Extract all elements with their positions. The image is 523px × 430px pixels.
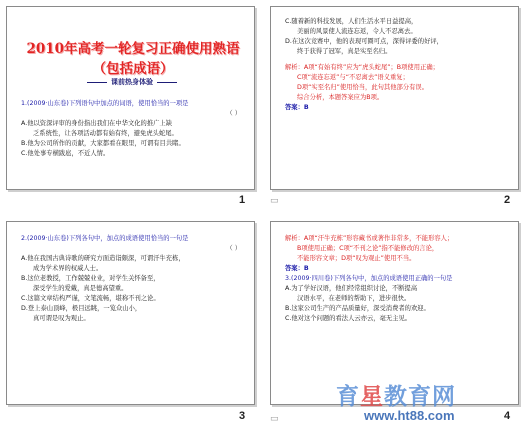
option-line: 深受学生的爱戴，真是德高望重。 [33,285,128,292]
answer-line: 答案：B [285,265,309,272]
slide-number: 3 [239,410,246,422]
speaker-notes-icon[interactable]: ▭ [270,414,279,424]
question-line: 1.(2009·山东卷)下列语句中加点的词语，使用恰当的一项是 [21,100,189,107]
slide-thumbnail-2[interactable] [270,6,519,190]
option-line: 美丽的风景使人流连忘返，令人不忍离去。 [297,28,417,35]
watermark-url: www.ht88.com [364,408,455,423]
question-line: 3.(2009·四川卷)下列各句中，加点的成语使用正确的一句是 [285,275,453,282]
section-header: 课前热身体验 [57,77,207,87]
analysis-line: 综合分析，本题答案应为B项。 [297,94,384,101]
slide-number: 1 [239,194,246,206]
slide-thumbnail-3[interactable] [6,221,255,405]
option-line: 汉语水平，在老师的帮助下，进步很快。 [297,295,411,302]
option-line: D.登上泰山顶峰，极目远眺，一览众山小， [21,305,142,312]
option-line: A.他以资深评审的身份指出我们在中华文化的推广上缺 [21,120,173,127]
analysis-line: D项“实至名归”使用恰当，此句其他部分有误。 [297,84,429,91]
slide-thumbnail-1[interactable] [6,6,255,190]
option-line: 真可谓是叹为观止。 [33,315,90,322]
option-line: 成为学术界的权威人士。 [33,265,103,272]
option-line: A.他在我国古典诗歌的研究方面造诣颇深，可谓汗牛充栋， [21,255,185,262]
option-line: 乏系统性，让各项活动都有始有终，避免虎头蛇尾。 [33,130,178,137]
slide-number: 2 [504,194,511,206]
analysis-line: 解析：A项“有始有终”应为“虎头蛇尾”；B项使用正确； [285,64,439,71]
watermark-logo-text: 育星教育网 [336,384,456,410]
speaker-notes-icon[interactable]: ▭ [270,196,279,206]
slide-body [285,234,453,324]
analysis-line: C项“流连忘返”与“不忍离去”语义重复； [297,74,409,81]
analysis-line: 解析：A项“汗牛充栋”形容藏书或著作非常多，不能形容人； [285,235,454,242]
option-line: A.为了学好汉语，他们经常组织讨论，不断提高 [285,285,418,292]
option-line: B.他为公司所作的贡献，大家都看在眼里，可谓有目共睹。 [21,140,185,147]
option-line: C.他处事专横跋扈，不近人情。 [21,150,110,157]
slide-number: 4 [504,410,511,422]
option-line: D.在这次竞赛中，他的表现可圈可点，深得评委的好评， [285,38,443,45]
option-line: 终于获得了冠军，真是实至名归。 [297,48,392,55]
option-line: C.他对这个问题的看法人云亦云，毫无主见。 [285,315,412,322]
analysis-line: 不能形容文章；D项“叹为观止”使用不当。 [297,255,416,262]
site-watermark [330,378,520,426]
slide-body [21,234,241,324]
slide-body [21,99,241,159]
option-line: B.这位老教授，工作兢兢业业，对学生关怀备至， [21,275,160,282]
option-line: C.这篇文章结构严谨，文笔流畅，堪称不刊之论。 [21,295,160,302]
analysis-line: B项使用正确；C项“不刊之论”指不能修改的言论， [297,245,439,252]
answer-bracket: （ ） [226,110,241,117]
question-line: 2.(2009·山东卷)下列各句中，加点的成语使用恰当的一句是 [21,235,189,242]
slide-title: 2010年高考一轮复习正确使用熟语（包括成语） [26,41,240,77]
slide-body [285,17,443,113]
answer-bracket: （ ） [226,245,241,252]
answer-line: 答案：B [285,104,309,111]
option-line: C.随着新的科技发展，人们生活水平日益提高， [285,18,418,25]
option-line: B.这家公司生产的产品质量好，深受消费者的欢迎。 [285,305,430,312]
